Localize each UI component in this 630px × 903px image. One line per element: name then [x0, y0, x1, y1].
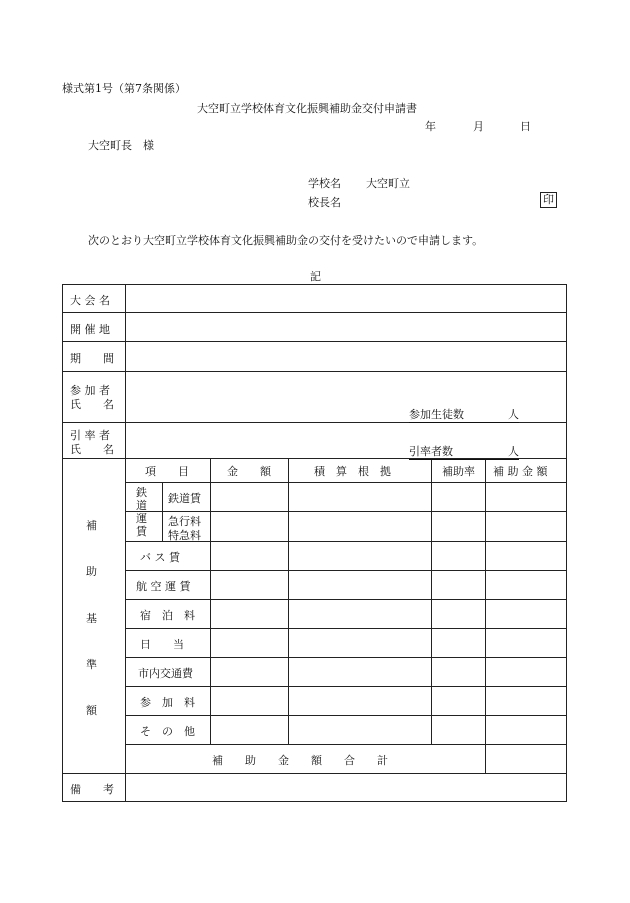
date-day: 日 [520, 120, 531, 133]
subsidy-side-label-1: 補 [86, 519, 97, 532]
subsidy-side-label-3: 基 [86, 612, 97, 625]
form-number: 様式第1号（第7条関係） [62, 82, 186, 95]
item-railway-fare: 鉄道賃 [168, 492, 201, 505]
subsidy-side-label-4: 準 [86, 658, 97, 671]
item-bus: バ ス 賃 [140, 551, 180, 564]
item-daily-allowance: 日 当 [140, 638, 184, 651]
subsidy-side-label-5: 額 [86, 704, 97, 717]
item-express-2: 特急料 [168, 529, 201, 542]
addressee: 大空町長 様 [88, 139, 154, 152]
header-item: 項 目 [145, 465, 189, 478]
item-other: そ の 他 [140, 725, 195, 738]
item-express-1: 急行料 [168, 515, 201, 528]
document-title: 大空町立学校体育文化振興補助金交付申請書 [197, 102, 417, 115]
row-insotsu-label-2: 氏 名 [70, 443, 114, 456]
participant-count: 参加生徒数 人 [409, 408, 519, 421]
header-rate: 補助率 [442, 465, 475, 478]
item-participation-fee: 参 加 料 [140, 696, 195, 709]
row-sanka-label-1: 参 加 者 [70, 384, 110, 397]
seal-mark: 印 [540, 192, 557, 208]
row-kaisaichi-label: 開 催 地 [70, 323, 110, 336]
leader-count: 引率者数 人 [409, 445, 519, 458]
railway-group-label: 鉄道運賃 [136, 486, 147, 538]
row-sanka-label-2: 氏 名 [70, 398, 114, 411]
school-label: 学校名 [308, 177, 341, 190]
item-lodging: 宿 泊 料 [140, 609, 195, 622]
application-statement: 次のとおり大空町立学校体育文化振興補助金の交付を受けたいので申請します。 [88, 234, 484, 247]
school-value: 大空町立 [366, 177, 410, 190]
row-biko-label: 備 考 [70, 783, 114, 796]
principal-label: 校長名 [308, 196, 341, 209]
item-air: 航 空 運 賃 [136, 580, 191, 593]
header-basis: 積 算 根 拠 [314, 465, 391, 478]
date-month: 月 [473, 120, 484, 133]
application-table [62, 284, 567, 802]
header-subsidy: 補 助 金 額 [493, 465, 548, 478]
date-year: 年 [425, 120, 436, 133]
item-local-transport: 市内交通費 [138, 667, 193, 680]
subsidy-side-label-2: 助 [86, 565, 97, 578]
row-insotsu-label-1: 引 率 者 [70, 429, 110, 442]
header-amount: 金 額 [227, 465, 271, 478]
row-kikan-label: 期 間 [70, 352, 114, 365]
ki-label: 記 [310, 270, 321, 283]
subsidy-total-label: 補 助 金 額 合 計 [212, 754, 388, 767]
row-taikai-label: 大 会 名 [70, 294, 110, 307]
